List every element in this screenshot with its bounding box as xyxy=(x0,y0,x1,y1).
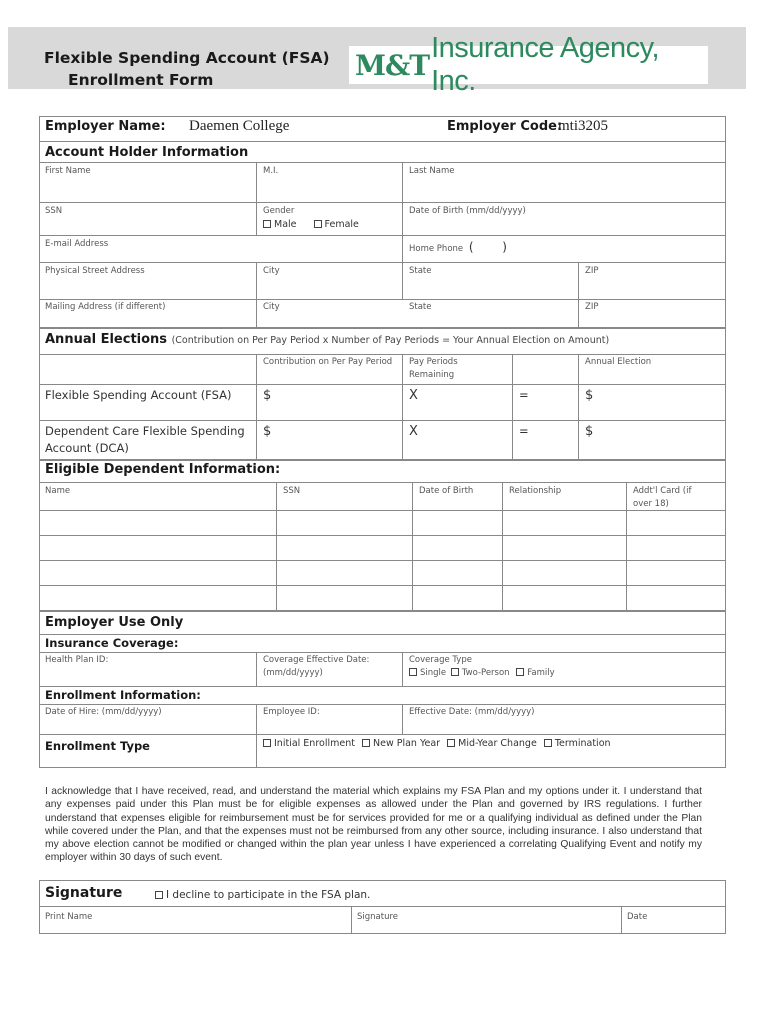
divider xyxy=(512,354,513,460)
divider xyxy=(39,734,726,735)
table-row[interactable] xyxy=(40,536,725,560)
col-dependent-ssn: SSN xyxy=(283,486,301,496)
email-field[interactable]: E-mail Address xyxy=(45,239,109,249)
termination-checkbox[interactable] xyxy=(544,739,552,747)
female-option[interactable]: Female xyxy=(314,218,359,231)
col-annual-election: Annual Election xyxy=(585,357,652,367)
mid-year-change-option[interactable]: Mid-Year Change xyxy=(447,738,537,749)
enrollment-type-options xyxy=(263,737,611,750)
signature-title: Signature xyxy=(45,885,123,901)
col-dependent-relationship: Relationship xyxy=(509,486,562,496)
divider xyxy=(39,262,726,263)
table-row[interactable] xyxy=(40,511,725,535)
logo-mt: M&T xyxy=(355,48,430,82)
col-addtl-card: Addt'l Card (if over 18) xyxy=(633,486,692,509)
gender-options xyxy=(263,218,367,231)
employer-code-value[interactable]: mti3205 xyxy=(558,118,609,134)
divider xyxy=(39,686,726,687)
employer-use-title: Employer Use Only xyxy=(45,615,184,630)
mailing-zip-field[interactable]: ZIP xyxy=(585,302,599,312)
employer-name-label: Employer Name: xyxy=(45,119,166,134)
date-field[interactable]: Date xyxy=(627,912,648,922)
company-logo xyxy=(349,32,708,97)
family-option[interactable]: Family xyxy=(516,668,554,678)
divider xyxy=(256,162,257,235)
divider xyxy=(39,384,726,385)
divider xyxy=(256,262,257,328)
coverage-type-options xyxy=(409,667,555,680)
divider xyxy=(39,235,726,236)
male-option[interactable]: Male xyxy=(263,218,297,231)
divider xyxy=(256,652,257,686)
employer-code-label: Employer Code: xyxy=(447,119,563,134)
divider xyxy=(402,704,403,734)
col-contribution: Contribution on Per Pay Period xyxy=(263,357,393,367)
initial-enrollment-checkbox[interactable] xyxy=(263,739,271,747)
col-pay-periods: Pay Periods Remaining xyxy=(409,357,458,380)
print-name-field[interactable]: Print Name xyxy=(45,912,93,922)
dca-annual-field[interactable]: $ xyxy=(585,424,594,439)
new-plan-year-option[interactable]: New Plan Year xyxy=(362,738,440,749)
divider xyxy=(351,906,352,934)
dca-equals: = xyxy=(519,424,529,438)
fsa-annual-field[interactable]: $ xyxy=(585,388,594,403)
divider xyxy=(578,262,579,328)
ssn-field[interactable]: SSN xyxy=(45,206,63,216)
table-row[interactable] xyxy=(40,561,725,585)
family-checkbox[interactable] xyxy=(516,668,524,676)
divider xyxy=(39,141,726,142)
divider xyxy=(578,354,579,460)
fsa-row-label: Flexible Spending Account (FSA) xyxy=(45,388,232,402)
form-title-line2: Enrollment Form xyxy=(68,71,214,89)
dca-contribution-field[interactable]: $ xyxy=(263,424,272,439)
date-of-hire-field[interactable]: Date of Hire: (mm/dd/yyyy) xyxy=(45,707,162,717)
city-field[interactable]: City xyxy=(263,266,280,276)
col-dependent-dob: Date of Birth xyxy=(419,486,474,496)
decline-option[interactable]: I decline to participate in the FSA plan. xyxy=(155,889,370,902)
divider xyxy=(39,202,726,203)
two-person-checkbox[interactable] xyxy=(451,668,459,676)
employer-name-value[interactable]: Daemen College xyxy=(189,118,290,134)
dob-field[interactable]: Date of Birth (mm/dd/yyyy) xyxy=(409,206,526,216)
female-checkbox[interactable] xyxy=(314,220,322,228)
home-phone-field[interactable]: Home Phone ( ) xyxy=(409,240,507,254)
state-field[interactable]: State xyxy=(409,266,432,276)
street-address-field[interactable]: Physical Street Address xyxy=(45,266,145,276)
health-plan-field[interactable]: Health Plan ID: xyxy=(45,655,109,665)
zip-field[interactable]: ZIP xyxy=(585,266,599,276)
coverage-date-field[interactable]: Coverage Effective Date: (mm/dd/yyyy) xyxy=(263,655,370,678)
coverage-type-label: Coverage Type xyxy=(409,655,472,665)
signature-frame xyxy=(39,880,726,934)
divider xyxy=(39,906,726,907)
divider xyxy=(39,482,726,483)
fsa-equals: = xyxy=(519,388,529,402)
divider xyxy=(402,354,403,460)
decline-checkbox[interactable] xyxy=(155,891,163,899)
divider xyxy=(39,299,726,300)
divider xyxy=(39,634,726,635)
form-title-line1: Flexible Spending Account (FSA) xyxy=(44,49,330,67)
gender-label: Gender xyxy=(263,206,295,216)
divider xyxy=(256,354,257,460)
mailing-address-field[interactable]: Mailing Address (if different) xyxy=(45,302,166,312)
enrollment-type-label: Enrollment Type xyxy=(45,739,150,753)
signature-field[interactable]: Signature xyxy=(357,912,399,922)
divider xyxy=(402,652,403,686)
male-checkbox[interactable] xyxy=(263,220,271,228)
mailing-state-field[interactable]: State xyxy=(409,302,432,312)
insurance-coverage-title: Insurance Coverage: xyxy=(45,636,179,650)
fsa-periods-field[interactable]: X xyxy=(409,388,418,403)
mailing-city-field[interactable]: City xyxy=(263,302,280,312)
dca-row-label: Dependent Care Flexible Spending Account (DCA) xyxy=(45,424,245,455)
fsa-contribution-field[interactable]: $ xyxy=(263,388,272,403)
col-dependent-name: Name xyxy=(45,486,71,496)
annual-elections-title: Annual Elections (Contribution on Per Pay Period x Number of Pay Periods = Your Annual Election on Amount) xyxy=(45,332,610,347)
two-person-option[interactable]: Two-Person xyxy=(451,668,510,678)
mid-year-change-checkbox[interactable] xyxy=(447,739,455,747)
enrollment-info-title: Enrollment Information: xyxy=(45,688,201,702)
divider xyxy=(39,354,726,355)
table-row[interactable] xyxy=(40,586,725,610)
single-option[interactable]: Single xyxy=(409,668,446,678)
account-holder-title: Account Holder Information xyxy=(45,145,249,160)
effective-date-field[interactable]: Effective Date: (mm/dd/yyyy) xyxy=(409,707,535,717)
divider xyxy=(402,162,403,299)
logo-text: Insurance Agency, Inc. xyxy=(431,32,660,97)
initial-enrollment-option[interactable]: Initial Enrollment xyxy=(263,738,355,749)
divider xyxy=(39,162,726,163)
divider xyxy=(39,704,726,705)
mi-field[interactable]: M.I. xyxy=(263,166,279,176)
divider xyxy=(39,652,726,653)
divider xyxy=(39,420,726,421)
new-plan-year-checkbox[interactable] xyxy=(362,739,370,747)
last-name-field[interactable]: Last Name xyxy=(409,166,455,176)
divider xyxy=(621,906,622,934)
form-title xyxy=(44,47,330,91)
termination-option[interactable]: Termination xyxy=(544,738,611,749)
dca-periods-field[interactable]: X xyxy=(409,424,418,439)
annual-elections-note: (Contribution on Per Pay Period x Number of Pay Periods = Your Annual Election on Amount) xyxy=(171,335,610,346)
acknowledgement-text: I acknowledge that I have received, read, and understand the material which explains my FSA Plan and my options under it. I understand that any expenses paid under this Plan must be for eligible expenses as allowed under the Plan and governed by IRS regulations. I further understand that expenses eligible for reimbursement must be for services provided for me or a qualifying individual as defined under the Plan while covered under the Plan, and that the expenses must not be reimbursed from any other source, including insurance. I also understand that my above election cannot be modified or changed within the plan year unless I have experienced a correlating Qualifying Event and notify my employer within 30 days of such event. xyxy=(45,786,702,864)
dependents-title: Eligible Dependent Information: xyxy=(45,462,281,477)
divider xyxy=(256,704,257,768)
employee-id-field[interactable]: Employee ID: xyxy=(263,707,320,717)
first-name-field[interactable]: First Name xyxy=(45,166,91,176)
single-checkbox[interactable] xyxy=(409,668,417,676)
